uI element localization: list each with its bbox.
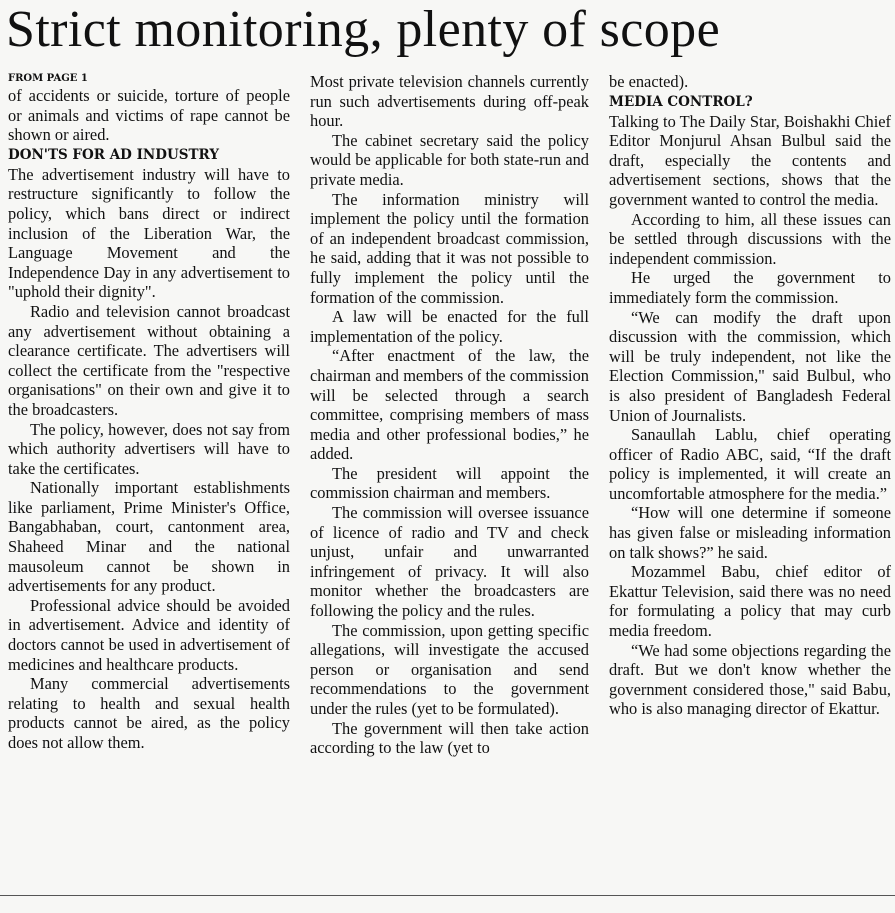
headline: Strict monitoring, plenty of scope <box>6 1 721 58</box>
paragraph: Professional advice should be avoided in advertisement. Advice and identity of doctors cannot be used in advertisement of medicines and healthcare products. <box>8 595 290 674</box>
paragraph: Mozammel Babu, chief editor of Ekattur Television, said there was no need for formulating a policy that may curb media freedom. <box>609 562 891 641</box>
bottom-divider <box>0 895 895 896</box>
paragraph: The government will then take action according to the law (yet to <box>310 718 589 758</box>
paragraph: The commission will oversee issuance of licence of radio and TV and check unjust, unfair and unwarranted infringement of privacy. It will also monitor whether the broadcasters are following the policy and the rules. <box>310 503 589 621</box>
article-column-2 <box>310 72 589 892</box>
subheading: DON'TS FOR AD INDUSTRY <box>8 146 219 163</box>
paragraph: The commission, upon getting specific allegations, will investigate the accused person or organisation and send recommendations to the government under the rules (yet to be formulated). <box>310 620 589 718</box>
paragraph: The advertisement industry will have to restructure significantly to follow the policy, which bans direct or indirect inclusion of the Liberation War, the Language Movement and the Independence Day in any advertisement to "uphold their dignity". <box>8 164 290 302</box>
paragraph: of accidents or suicide, torture of people or animals and victims of rape cannot be shown or aired. <box>8 86 290 145</box>
article-column-3 <box>609 72 891 892</box>
paragraph: Many commercial advertisements relating to health and sexual health products cannot be aired, as the policy does not allow them. <box>8 674 290 752</box>
paragraph: The information ministry will implement the policy until the formation of an independent broadcast commission, he said, adding that it was not possible to fully implement the policy until the formation of the commission. <box>310 189 589 307</box>
paragraph: “We can modify the draft upon discussion with the commission, which will be truly independent, not like the Election Commission," said Bulbul, who is also president of Bangladesh Federal Union of Journalists. <box>609 307 891 425</box>
paragraph: A law will be enacted for the full implementation of the policy. <box>310 307 589 346</box>
article-column-1 <box>8 72 290 892</box>
from-page-kicker: FROM PAGE 1 <box>8 73 88 84</box>
paragraph: be enacted). <box>609 72 689 91</box>
paragraph: Radio and television cannot broadcast any advertisement without obtaining a clearance certificate. The advertisers will collect the certificate from the "respective organisations" on their own and give it to the broadcasters. <box>8 301 290 419</box>
paragraph: The president will appoint the commission chairman and members. <box>310 463 589 503</box>
paragraph: Sanaullah Lablu, chief operating officer of Radio ABC, said, “If the draft policy is implemented, it will create an uncomfortable atmosphere for the media.” <box>609 425 891 503</box>
paragraph: Talking to The Daily Star, Boishakhi Chief Editor Monjurul Ahsan Bulbul said the draft, especially the contents and advertisement sections, shows that the government wanted to control the media. <box>609 111 891 209</box>
paragraph: Nationally important establishments like parliament, Prime Minister's Office, Bangabhaban, court, cantonment area, Shaheed Minar and the national mausoleum cannot be shown in advertisements for any product. <box>8 478 290 596</box>
paragraph: “We had some objections regarding the draft. But we don't know whether the government considered those," said Babu, who is also managing director of Ekattur. <box>609 640 891 719</box>
paragraph: “After enactment of the law, the chairman and members of the commission will be selected through a search committee, comprising members of mass media and other professional bodies,” he added. <box>310 346 589 464</box>
subheading: MEDIA CONTROL? <box>609 93 753 110</box>
paragraph: Most private television channels currently run such advertisements during off-peak hour. <box>310 72 589 131</box>
paragraph: According to him, all these issues can be settled through discussions with the independent commission. <box>609 209 891 268</box>
paragraph: He urged the government to immediately form the commission. <box>609 268 891 307</box>
paragraph: “How will one determine if someone has given false or misleading information on talk shows?” he said. <box>609 503 891 562</box>
paragraph: The cabinet secretary said the policy would be applicable for both state-run and private media. <box>310 130 589 189</box>
paragraph: The policy, however, does not say from which authority advertisers will have to take the certificates. <box>8 419 290 478</box>
